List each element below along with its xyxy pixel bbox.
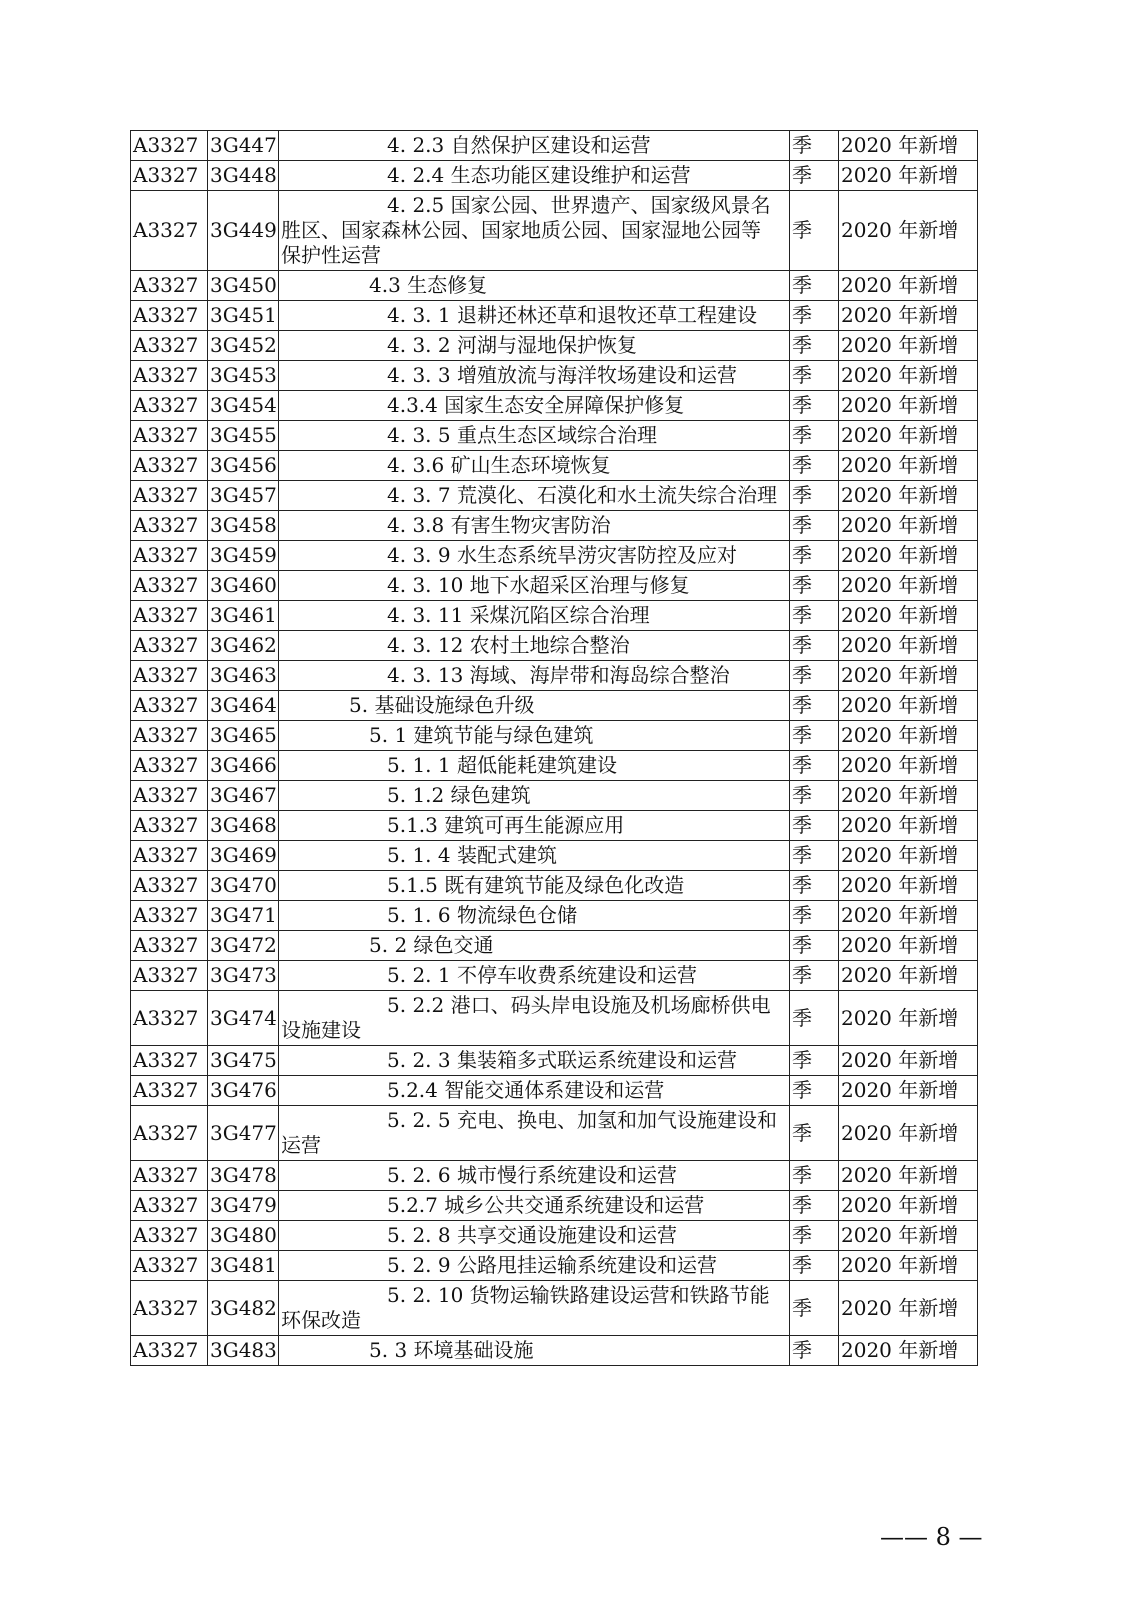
- row-code-cell: A3327: [131, 451, 208, 481]
- row-code-cell: A3327: [131, 931, 208, 961]
- table-row: [131, 1106, 978, 1161]
- row-code-cell: A3327: [131, 751, 208, 781]
- row-name-cell: 5. 1 建筑节能与绿色建筑: [279, 721, 790, 751]
- row-frequency-cell: 季: [790, 131, 839, 161]
- row-note-cell: 2020 年新增: [839, 541, 978, 571]
- row-code-cell: A3327: [131, 571, 208, 601]
- table-row: [131, 331, 978, 361]
- row-id-cell: 3G448: [208, 161, 279, 191]
- row-code-cell: A3327: [131, 811, 208, 841]
- table-row: [131, 1281, 978, 1336]
- table-row: [131, 391, 978, 421]
- row-frequency-cell: 季: [790, 1046, 839, 1076]
- row-name-cell: 4. 2.4 生态功能区建设维护和运营: [279, 161, 790, 191]
- row-frequency-cell: 季: [790, 271, 839, 301]
- row-code-cell: A3327: [131, 541, 208, 571]
- table-row: [131, 1221, 978, 1251]
- row-code-cell: A3327: [131, 601, 208, 631]
- row-id-cell: 3G457: [208, 481, 279, 511]
- row-id-cell: 3G470: [208, 871, 279, 901]
- table-row: [131, 811, 978, 841]
- row-name-cell: 5. 2.2 港口、码头岸电设施及机场廊桥供电设施建设: [279, 991, 790, 1046]
- row-code-cell: A3327: [131, 961, 208, 991]
- row-code-cell: A3327: [131, 421, 208, 451]
- row-id-cell: 3G477: [208, 1106, 279, 1161]
- table-row: [131, 931, 978, 961]
- row-frequency-cell: 季: [790, 1336, 839, 1366]
- row-id-cell: 3G449: [208, 191, 279, 271]
- table-row: [131, 1191, 978, 1221]
- row-note-cell: 2020 年新增: [839, 131, 978, 161]
- table-row: [131, 661, 978, 691]
- row-name-cell: 5. 2. 5 充电、换电、加氢和加气设施建设和运营: [279, 1106, 790, 1161]
- row-frequency-cell: 季: [790, 451, 839, 481]
- row-id-cell: 3G471: [208, 901, 279, 931]
- row-note-cell: 2020 年新增: [839, 1281, 978, 1336]
- table-row: [131, 751, 978, 781]
- row-code-cell: A3327: [131, 1161, 208, 1191]
- row-code-cell: A3327: [131, 1251, 208, 1281]
- row-name-cell: 5. 2. 10 货物运输铁路建设运营和铁路节能环保改造: [279, 1281, 790, 1336]
- row-id-cell: 3G458: [208, 511, 279, 541]
- row-frequency-cell: 季: [790, 721, 839, 751]
- row-code-cell: A3327: [131, 131, 208, 161]
- row-code-cell: A3327: [131, 841, 208, 871]
- table-row: [131, 721, 978, 751]
- row-name-cell: 4. 3.8 有害生物灾害防治: [279, 511, 790, 541]
- table-row: [131, 481, 978, 511]
- row-id-cell: 3G476: [208, 1076, 279, 1106]
- row-frequency-cell: 季: [790, 1161, 839, 1191]
- table-row: [131, 511, 978, 541]
- row-code-cell: A3327: [131, 631, 208, 661]
- row-id-cell: 3G468: [208, 811, 279, 841]
- row-id-cell: 3G460: [208, 571, 279, 601]
- row-name-cell: 5.1.3 建筑可再生能源应用: [279, 811, 790, 841]
- table-row: [131, 571, 978, 601]
- row-id-cell: 3G466: [208, 751, 279, 781]
- row-frequency-cell: 季: [790, 1251, 839, 1281]
- row-frequency-cell: 季: [790, 691, 839, 721]
- row-frequency-cell: 季: [790, 541, 839, 571]
- row-name-cell: 4. 2.3 自然保护区建设和运营: [279, 131, 790, 161]
- row-name-cell: 5.1.5 既有建筑节能及绿色化改造: [279, 871, 790, 901]
- table-row: [131, 161, 978, 191]
- indicator-table: [130, 130, 978, 1366]
- row-id-cell: 3G452: [208, 331, 279, 361]
- table-row: [131, 901, 978, 931]
- row-id-cell: 3G463: [208, 661, 279, 691]
- row-name-cell: 5. 1. 1 超低能耗建筑建设: [279, 751, 790, 781]
- table-row: [131, 631, 978, 661]
- row-name-cell: 5. 2 绿色交通: [279, 931, 790, 961]
- row-frequency-cell: 季: [790, 931, 839, 961]
- row-name-cell: 5.2.7 城乡公共交通系统建设和运营: [279, 1191, 790, 1221]
- row-frequency-cell: 季: [790, 191, 839, 271]
- table-row: [131, 601, 978, 631]
- row-code-cell: A3327: [131, 481, 208, 511]
- row-note-cell: 2020 年新增: [839, 511, 978, 541]
- row-id-cell: 3G482: [208, 1281, 279, 1336]
- row-frequency-cell: 季: [790, 571, 839, 601]
- row-frequency-cell: 季: [790, 841, 839, 871]
- row-note-cell: 2020 年新增: [839, 781, 978, 811]
- row-frequency-cell: 季: [790, 511, 839, 541]
- row-note-cell: 2020 年新增: [839, 631, 978, 661]
- row-name-cell: 5. 2. 8 共享交通设施建设和运营: [279, 1221, 790, 1251]
- row-note-cell: 2020 年新增: [839, 901, 978, 931]
- row-id-cell: 3G453: [208, 361, 279, 391]
- row-note-cell: 2020 年新增: [839, 1191, 978, 1221]
- row-note-cell: 2020 年新增: [839, 1106, 978, 1161]
- row-name-cell: 4. 3. 11 采煤沉陷区综合治理: [279, 601, 790, 631]
- row-name-cell: 5. 1.2 绿色建筑: [279, 781, 790, 811]
- row-id-cell: 3G467: [208, 781, 279, 811]
- row-name-cell: 4. 3. 2 河湖与湿地保护恢复: [279, 331, 790, 361]
- row-id-cell: 3G474: [208, 991, 279, 1046]
- row-frequency-cell: 季: [790, 301, 839, 331]
- row-code-cell: A3327: [131, 1076, 208, 1106]
- row-id-cell: 3G473: [208, 961, 279, 991]
- row-code-cell: A3327: [131, 161, 208, 191]
- row-code-cell: A3327: [131, 301, 208, 331]
- row-id-cell: 3G462: [208, 631, 279, 661]
- row-frequency-cell: 季: [790, 361, 839, 391]
- table-row: [131, 1161, 978, 1191]
- row-frequency-cell: 季: [790, 961, 839, 991]
- row-name-cell: 4. 3. 13 海域、海岸带和海岛综合整治: [279, 661, 790, 691]
- row-id-cell: 3G464: [208, 691, 279, 721]
- table-row: [131, 301, 978, 331]
- table-row: [131, 191, 978, 271]
- row-name-cell: 4. 3. 3 增殖放流与海洋牧场建设和运营: [279, 361, 790, 391]
- row-code-cell: A3327: [131, 1221, 208, 1251]
- row-name-cell: 5. 2. 9 公路甩挂运输系统建设和运营: [279, 1251, 790, 1281]
- row-frequency-cell: 季: [790, 1221, 839, 1251]
- row-code-cell: A3327: [131, 901, 208, 931]
- row-note-cell: 2020 年新增: [839, 1336, 978, 1366]
- table-row: [131, 1251, 978, 1281]
- row-note-cell: 2020 年新增: [839, 721, 978, 751]
- table-row: [131, 991, 978, 1046]
- row-id-cell: 3G469: [208, 841, 279, 871]
- row-note-cell: 2020 年新增: [839, 271, 978, 301]
- row-note-cell: 2020 年新增: [839, 1076, 978, 1106]
- row-code-cell: A3327: [131, 1046, 208, 1076]
- row-note-cell: 2020 年新增: [839, 161, 978, 191]
- row-frequency-cell: 季: [790, 751, 839, 781]
- row-frequency-cell: 季: [790, 481, 839, 511]
- row-id-cell: 3G480: [208, 1221, 279, 1251]
- row-id-cell: 3G454: [208, 391, 279, 421]
- table-row: [131, 691, 978, 721]
- row-code-cell: A3327: [131, 691, 208, 721]
- row-frequency-cell: 季: [790, 811, 839, 841]
- row-note-cell: 2020 年新增: [839, 661, 978, 691]
- row-code-cell: A3327: [131, 331, 208, 361]
- row-frequency-cell: 季: [790, 421, 839, 451]
- row-note-cell: 2020 年新增: [839, 191, 978, 271]
- row-id-cell: 3G450: [208, 271, 279, 301]
- row-id-cell: 3G461: [208, 601, 279, 631]
- row-name-cell: 4. 2.5 国家公园、世界遗产、国家级风景名 胜区、国家森林公园、国家地质公园、国家湿地公园等 保护性运营: [279, 191, 790, 271]
- row-frequency-cell: 季: [790, 331, 839, 361]
- row-name-cell: 4. 3. 5 重点生态区域综合治理: [279, 421, 790, 451]
- row-id-cell: 3G479: [208, 1191, 279, 1221]
- table-body: [131, 131, 978, 1366]
- row-frequency-cell: 季: [790, 391, 839, 421]
- row-id-cell: 3G459: [208, 541, 279, 571]
- table-row: [131, 961, 978, 991]
- row-note-cell: 2020 年新增: [839, 361, 978, 391]
- row-note-cell: 2020 年新增: [839, 421, 978, 451]
- table-row: [131, 361, 978, 391]
- row-code-cell: A3327: [131, 1281, 208, 1336]
- row-id-cell: 3G465: [208, 721, 279, 751]
- row-frequency-cell: 季: [790, 1106, 839, 1161]
- row-code-cell: A3327: [131, 361, 208, 391]
- row-frequency-cell: 季: [790, 871, 839, 901]
- table-row: [131, 1076, 978, 1106]
- row-code-cell: A3327: [131, 781, 208, 811]
- row-note-cell: 2020 年新增: [839, 1221, 978, 1251]
- row-id-cell: 3G451: [208, 301, 279, 331]
- row-id-cell: 3G456: [208, 451, 279, 481]
- row-name-cell: 4. 3. 10 地下水超采区治理与修复: [279, 571, 790, 601]
- row-code-cell: A3327: [131, 661, 208, 691]
- row-code-cell: A3327: [131, 271, 208, 301]
- row-code-cell: A3327: [131, 511, 208, 541]
- row-code-cell: A3327: [131, 391, 208, 421]
- row-code-cell: A3327: [131, 1106, 208, 1161]
- row-frequency-cell: 季: [790, 901, 839, 931]
- table-row: [131, 1046, 978, 1076]
- row-id-cell: 3G472: [208, 931, 279, 961]
- row-id-cell: 3G475: [208, 1046, 279, 1076]
- row-note-cell: 2020 年新增: [839, 841, 978, 871]
- table-row: [131, 1336, 978, 1366]
- table-row: [131, 841, 978, 871]
- table-row: [131, 131, 978, 161]
- row-id-cell: 3G481: [208, 1251, 279, 1281]
- row-name-cell: 5.2.4 智能交通体系建设和运营: [279, 1076, 790, 1106]
- row-name-cell: 5. 3 环境基础设施: [279, 1336, 790, 1366]
- row-frequency-cell: 季: [790, 631, 839, 661]
- row-note-cell: 2020 年新增: [839, 301, 978, 331]
- row-frequency-cell: 季: [790, 1191, 839, 1221]
- row-name-cell: 4.3 生态修复: [279, 271, 790, 301]
- row-name-cell: 4.3.4 国家生态安全屏障保护修复: [279, 391, 790, 421]
- row-id-cell: 3G455: [208, 421, 279, 451]
- row-note-cell: 2020 年新增: [839, 331, 978, 361]
- row-code-cell: A3327: [131, 871, 208, 901]
- row-note-cell: 2020 年新增: [839, 691, 978, 721]
- row-note-cell: 2020 年新增: [839, 1161, 978, 1191]
- row-name-cell: 5. 1. 4 装配式建筑: [279, 841, 790, 871]
- row-name-cell: 4. 3.6 矿山生态环境恢复: [279, 451, 790, 481]
- row-note-cell: 2020 年新增: [839, 961, 978, 991]
- row-note-cell: 2020 年新增: [839, 871, 978, 901]
- page-number: —— 8 —: [880, 1523, 983, 1551]
- row-frequency-cell: 季: [790, 161, 839, 191]
- row-name-cell: 5. 基础设施绿色升级: [279, 691, 790, 721]
- row-note-cell: 2020 年新增: [839, 391, 978, 421]
- row-id-cell: 3G478: [208, 1161, 279, 1191]
- row-note-cell: 2020 年新增: [839, 1046, 978, 1076]
- row-frequency-cell: 季: [790, 1281, 839, 1336]
- row-note-cell: 2020 年新增: [839, 601, 978, 631]
- table-row: [131, 271, 978, 301]
- row-name-cell: 5. 1. 6 物流绿色仓储: [279, 901, 790, 931]
- row-frequency-cell: 季: [790, 991, 839, 1046]
- row-note-cell: 2020 年新增: [839, 751, 978, 781]
- row-name-cell: 5. 2. 6 城市慢行系统建设和运营: [279, 1161, 790, 1191]
- row-note-cell: 2020 年新增: [839, 931, 978, 961]
- row-note-cell: 2020 年新增: [839, 481, 978, 511]
- table-row: [131, 871, 978, 901]
- row-code-cell: A3327: [131, 191, 208, 271]
- table-row: [131, 781, 978, 811]
- row-name-cell: 5. 2. 3 集装箱多式联运系统建设和运营: [279, 1046, 790, 1076]
- table-row: [131, 421, 978, 451]
- table-row: [131, 451, 978, 481]
- row-note-cell: 2020 年新增: [839, 571, 978, 601]
- row-name-cell: 4. 3. 12 农村土地综合整治: [279, 631, 790, 661]
- row-code-cell: A3327: [131, 721, 208, 751]
- row-name-cell: 5. 2. 1 不停车收费系统建设和运营: [279, 961, 790, 991]
- row-name-cell: 4. 3. 9 水生态系统旱涝灾害防控及应对: [279, 541, 790, 571]
- row-code-cell: A3327: [131, 1191, 208, 1221]
- row-note-cell: 2020 年新增: [839, 1251, 978, 1281]
- row-id-cell: 3G447: [208, 131, 279, 161]
- row-frequency-cell: 季: [790, 781, 839, 811]
- row-frequency-cell: 季: [790, 661, 839, 691]
- row-note-cell: 2020 年新增: [839, 991, 978, 1046]
- row-frequency-cell: 季: [790, 601, 839, 631]
- row-id-cell: 3G483: [208, 1336, 279, 1366]
- row-note-cell: 2020 年新增: [839, 451, 978, 481]
- row-code-cell: A3327: [131, 1336, 208, 1366]
- table-row: [131, 541, 978, 571]
- row-frequency-cell: 季: [790, 1076, 839, 1106]
- row-name-cell: 4. 3. 1 退耕还林还草和退牧还草工程建设: [279, 301, 790, 331]
- row-name-cell: 4. 3. 7 荒漠化、石漠化和水土流失综合治理: [279, 481, 790, 511]
- row-note-cell: 2020 年新增: [839, 811, 978, 841]
- row-code-cell: A3327: [131, 991, 208, 1046]
